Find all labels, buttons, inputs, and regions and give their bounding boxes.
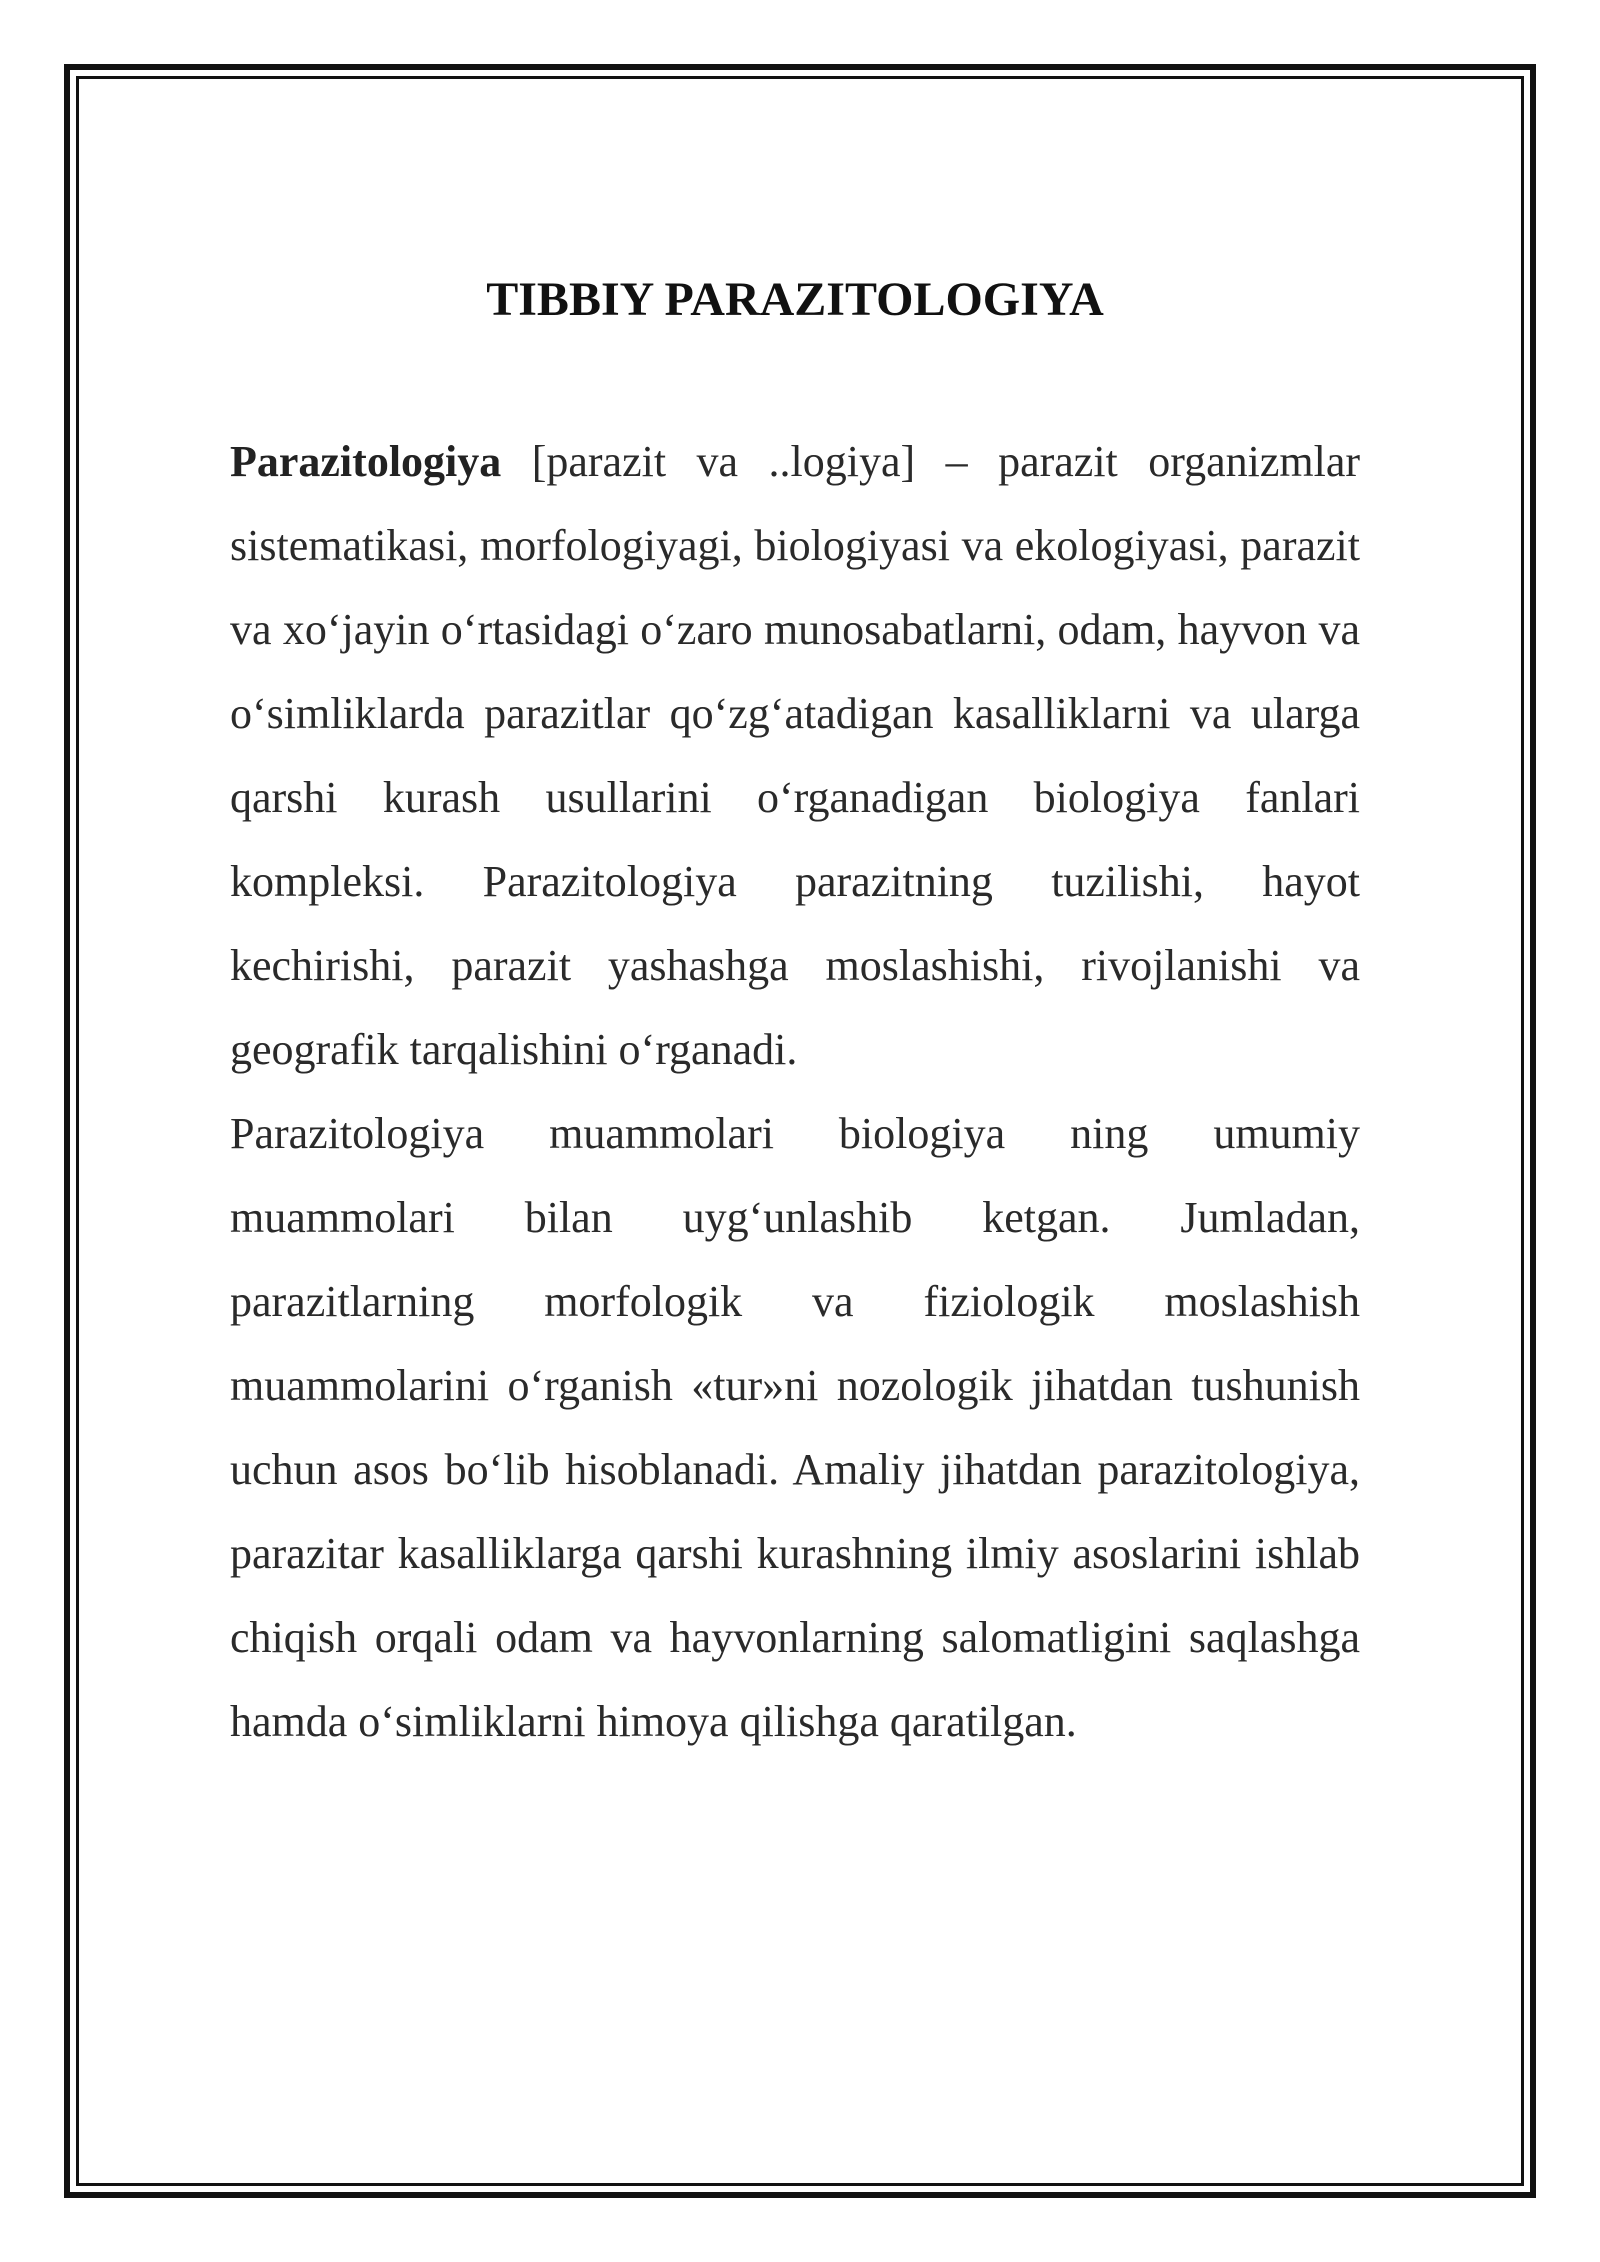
paragraph-definition <box>230 420 1360 1092</box>
paragraph-text: Parazitologiya muammolari biologiya ning umumiy muammolari bilan uyg‘unlashib ketgan. Jumladan, parazitlarning morfologik va fiziologik moslashish muammolarini o‘rganish «tur»ni nozologik jihatdan tushunish uchun asos bo‘lib hisoblanadi. Amaliy jihatdan parazitologiya, parazitar kasalliklarga qarshi kurashning ilmiy asoslarini ishlab chiqish orqali odam va hayvonlarning salomatligini saqlashga hamda o‘simliklarni himoya qilishga qaratilgan. <box>230 1109 1360 1746</box>
defined-term: Parazitologiya <box>230 437 502 486</box>
page-title: TIBBIY PARAZITOLOGIYA <box>486 273 1104 326</box>
paragraph-text: [parazit va ..logiya] – parazit organizmlar sistematikasi, morfologiyagi, biologiyasi va ekologiyasi, parazit va xo‘jayin o‘rtasidagi o‘zaro munosabatlarni, odam, hayvon va o‘simliklarda parazitlar qo‘zg‘atadigan kasalliklarni va ularga qarshi kurash usullarini o‘rganadigan biologiya fanlari kompleksi. Parazitologiya parazitning tuzilishi, hayot kechirishi, parazit yashashga moslashishi, rivojlanishi va geografik tarqalishini o‘rganadi. <box>230 437 1360 1074</box>
document-body <box>230 420 1360 1764</box>
paragraph-problems <box>230 1092 1360 1764</box>
